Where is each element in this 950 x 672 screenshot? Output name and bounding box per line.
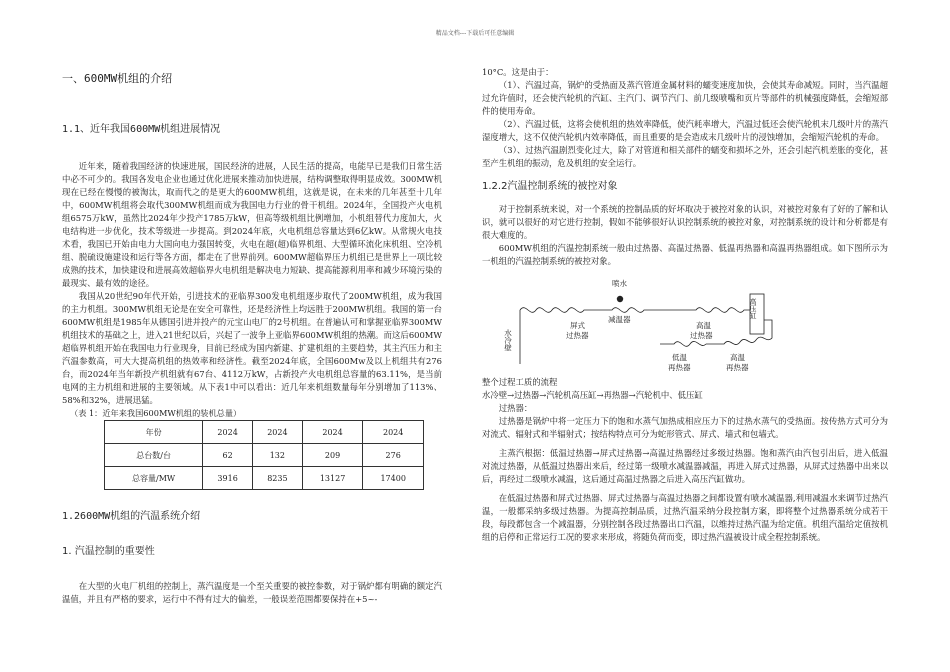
table-cell: 13127: [302, 467, 363, 490]
left-column: [62, 66, 442, 606]
flow-sequence: 水冷壁→过热器→汽轮机高压缸→再热器→汽轮机中、低压缸: [482, 390, 703, 400]
superheater-label: 过热器：: [498, 403, 533, 413]
table-cell: 8235: [252, 467, 302, 490]
flow-title: 整个过程工质的流程: [482, 377, 558, 387]
section-heading-1-2: 1.2600MW机组的汽温系统介绍: [62, 511, 201, 522]
section-heading-1: 一、600MW机组的介绍: [62, 72, 173, 85]
label-hp-cylinder: 高压缸: [749, 298, 757, 319]
table-cell: 总容量/MW: [105, 467, 203, 490]
table-cell: 209: [302, 444, 363, 467]
capacity-table: [104, 420, 424, 490]
table-cell: 62: [203, 444, 253, 467]
table-cell: 2024: [302, 421, 363, 444]
label-high-superheater: 高温: [696, 321, 711, 330]
paragraph: 10°C。这是由于：: [482, 67, 554, 77]
label-desuperheater: 喷水: [612, 279, 627, 288]
paragraph: 对于控制系统来说，对一个系统的控制品质的好坏取决于被控对象的认识，对被控对象有了好的了解和认识，就可以很好的对它进行控制，假如不能够很好认识控制系统的被控对象，对控制系统的设计和分析都是有很大难度的。: [482, 204, 888, 240]
page-header: 精品文档---下载后可任意编辑: [435, 30, 515, 37]
table-header-row: [105, 421, 424, 444]
paragraph: 我国从20世纪90年代开始，引进技术的亚临界300发电机组逐步取代了200MW机组，成为我国的主力机组。300MW机组无论是在安全可靠性，还是经济性上均远胜于200MW机组。我国的第一台600MW机组是1985年从德国引进并投产的元宝山电厂的2号机组。在普遍认可和掌握亚临界300MW机组技术的基础之上，进入21世纪以后，兴起了一波争上亚临界600MW机组的热潮。而这后600MW超临界机组开始在我国电力行业现身，目前已经成为国内新建、扩建机组的主要趋势，其主汽压力和主汽温参数高，可大大提高机组的热效率和经济性。截至2024年底，全国600Mw及以上机组共有276台，而2024年当年新投产机组就有67台、4112万kW，占新投产火电机组总容量的63.11%，是当前电网的主力机组和进展的主要领域。从下表1中可以看出：近几年来机组数量每年分别增加了113%、58%和32%，进展迅猛。: [62, 291, 442, 405]
table-cell: 2024: [363, 421, 424, 444]
label-low-reheater: 低温: [672, 353, 687, 362]
section-heading-1-1: 1.1、近年我国600MW机组进展情况: [62, 124, 221, 135]
label-desuperheater: 减温器: [608, 315, 631, 324]
paragraph: （1）、汽温过高，锅炉的受热面及蒸汽管道金属材料的蠕变速度加快，会使其寿命减短。同时，当汽温超过允许值时，还会使汽轮机的汽缸、主汽门、调节汽门、前几级喷嘴和页片等部件的机械强度降低，会缩短部件的使用寿命。: [482, 80, 888, 116]
paragraph: 主蒸汽根据：低温过热器→屏式过热器→高温过热器经过多级过热器。饱和蒸汽由汽包引出后，进入低温对流过热器，从低温过热器出来后，经过第一级喷水减温器减温，再进入屏式过热器，从屏式过热器中出来以后，再经过二级喷水减温，这后通过高温过热器之后进入高压汽缸做功。: [482, 448, 888, 484]
label-high-reheater: 高温: [730, 353, 745, 362]
right-column: [482, 66, 888, 544]
subsection-heading: 1. 汽温控制的重要性: [62, 546, 155, 557]
table-caption: （表 1：近年来我国600MW机组的装机总量）: [70, 408, 242, 418]
table-cell: 年份: [105, 421, 203, 444]
subsection-heading-1-2-2: 1.2.2汽温控制系统的被控对象: [482, 181, 618, 192]
table-cell: 2024: [203, 421, 253, 444]
table-cell: 总台数/台: [105, 444, 203, 467]
table-cell: 132: [252, 444, 302, 467]
table-row: [105, 444, 424, 467]
paragraph: （3）、过热汽温剧烈变化过大，除了对管道和相关部件的蠕变和损坏之外，还会引起汽机差胀的变化，甚至产生机组的振动，危及机组的安全运行。: [482, 145, 888, 168]
paragraph: 在低温过热器和屏式过热器、屏式过热器与高温过热器之间都设置有喷水减温器,利用减温水来调节过热汽温，一般都采纳多级过热器。为提高控制品质，过热汽温采纳分段控制方案，即将整个过热器系统分成若干段，每段都包含一个减温器，分别控制各段过热器出口汽温，以维持过热汽温为给定值。机组汽温给定值按机组的启停和正常运行工况的要求来形成，将随负荷而变，即过热汽温被设计成全程控制系统。: [482, 493, 888, 542]
label-screen-superheater: 屏式: [570, 321, 585, 330]
label-screen-superheater: 过热器: [566, 331, 589, 340]
label-water-wall: 水冷壁: [503, 329, 513, 352]
steam-system-diagram: [500, 274, 800, 374]
label-high-superheater: 过热器: [690, 331, 713, 340]
label-low-reheater: 再热器: [668, 363, 691, 372]
table-cell: 3916: [203, 467, 253, 490]
table-cell: 17400: [363, 467, 424, 490]
table-cell: 2024: [252, 421, 302, 444]
table-cell: 276: [363, 444, 424, 467]
table-row: [105, 467, 424, 490]
paragraph: 600MW机组的汽温控制系统一般由过热器、高温过热器、低温再热器和高温再热器组成。如下图所示为一机组的汽温控制系统的被控对象。: [482, 243, 888, 266]
label-high-reheater: 再热器: [726, 363, 749, 372]
paragraph: 近年来，随着我国经济的快速进展，国民经济的进展，人民生活的提高，电能早已是我们日常生活中必不可少的。我国各发电企业也通过优化进展来推动加快进展，结构调整取得明显成效。300MW机现在已经在慢慢的被淘汰，取而代之的是更大的600MW机组，这就是说，在未来的几年甚至十几年中，600MW机组将会取代300MW机组而成为我国电力行业的骨干机组。2024年，全国投产火电机组6575万kW，虽然比2024年少投产1785万kW，但高等级机组比例增加，小机组替代力度加大，火电结构进一步优化，技术等级进一步提高。到2024年底，火电机组总容量达到6亿kW。从常规火电技术看，我国已开始由电力大国向电力强国转变，火电在超(超)临界机组、大型循环流化床机组、空冷机组、脱硫设施建设和运行等各方面，都走在了世界前列。600MW超临界压力机组已是世界上一项比较成熟的技术，加快建设和进展高效超临界火电机组是解决电力短缺、提高能源利用率和减少环境污染的最现实、最有效的途径。: [62, 161, 442, 288]
paragraph: 在大型的火电厂机组的控制上，蒸汽温度是一个至关重要的被控参数，对于锅炉都有明确的额定汽温值，并且有严格的要求，运行中不得有过大的偏差，一般误差范围都要保持在+5~-: [62, 581, 442, 604]
paragraph: 过热器是锅炉中将一定压力下的饱和水蒸气加热成相应压力下的过热水蒸气的受热面。按传热方式可分为对流式、辐射式和半辐射式；按结构特点可分为蛇形管式、屏式、墙式和包墙式。: [482, 416, 888, 439]
paragraph: （2）、汽温过低，这将会使机组的热效率降低，使汽耗率增大，汽温过低还会使汽轮机末几级叶片的蒸汽湿度增大，这不仅使汽轮机内效率降低，而且重要的是会造成末几级叶片的浸蚀增加，会缩短汽轮机的寿命。: [482, 119, 888, 142]
